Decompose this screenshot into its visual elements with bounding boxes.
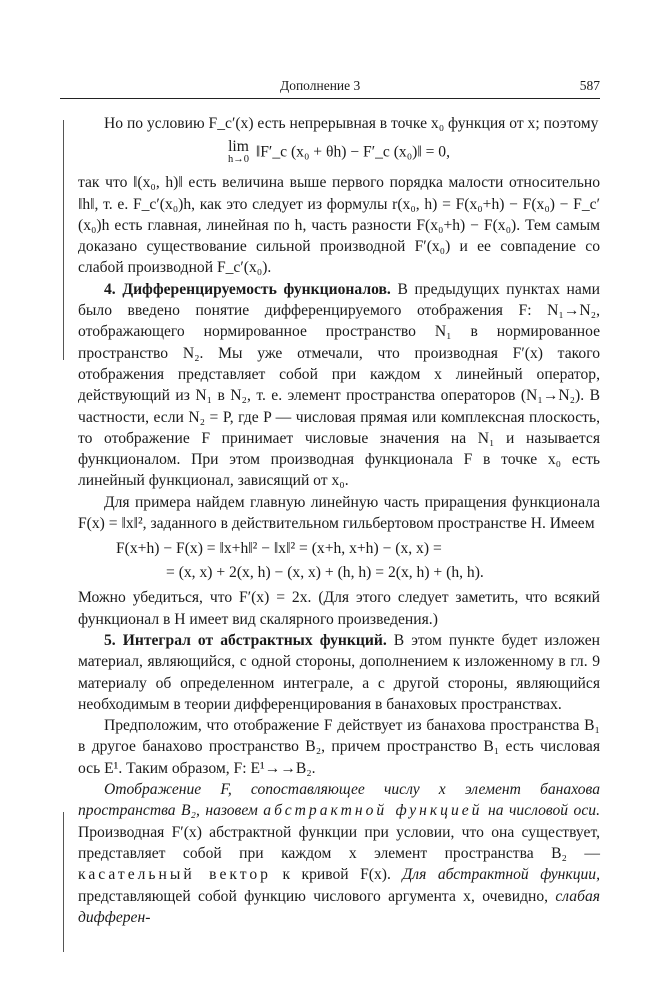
paragraph: [78, 779, 600, 928]
section-heading: 4. Дифференцируемость функционалов.: [104, 280, 391, 298]
margin-mark: [63, 120, 64, 360]
lim-subscript: h→0: [227, 154, 249, 166]
text: Производная F′(x) абстрактной функции при условии, что она существует, представляет собой при каждом x элемент пространства B₂ —: [78, 823, 600, 862]
italic-text: слабая дифферен-: [78, 887, 600, 926]
equation-line-2: = (x, x) + 2(x, h) − (x, x) + (h, h) = 2(x, h) + (h, h).: [166, 564, 484, 582]
text: к кривой F(x).: [282, 866, 391, 884]
text: представляющей собой функцию числового аргумента x, очевидно,: [78, 887, 549, 905]
formula-body: ‖F′_c (x₀ + θh) − F′_c (x₀)‖ = 0,: [255, 143, 451, 161]
section-5: [78, 630, 600, 715]
lim-label: lim: [228, 138, 249, 156]
display-equation: [78, 537, 600, 585]
section-4: [78, 279, 600, 492]
section-text: В этом пункте будет изложен материал, являющийся, с одной стороны, дополнением к изложенному в гл. 9 материалу об определенном интеграле, а с другой стороны, являющийся необходимым в теории дифференцирования в банаховых пространствах.: [78, 631, 600, 713]
italic-text: Отображение F, сопоставляющее числу x элемент банахова пространства B₂, назовем: [78, 781, 600, 820]
limit-operator: [228, 140, 249, 166]
paragraph: Предположим, что отображение F действует из банахова пространства B₁ в другое банахово пространство B₂, причем пространство B₁ есть числовая ось E¹. Таким образом, F: E¹→→B₂.: [78, 717, 600, 777]
spaced-term: абстрактной функцией: [263, 802, 483, 820]
section-text: В предыдущих пунктах нами было введено понятие дифференцируемого отображения F: N₁→N₂, отображающего нормированное пространство N₁ в нормированное пространство N₂. Мы уже отмечали, что производная F′(x) такого отображения представляет собой при каждом x линейный оператор, действующий из N₁ в N₂, т. е. элемент пространства операторов (N₁→N₂). В частности, если N₂ = P, где P — числовая прямая или комплексная плоскость, то отображение F принимает числовые значения на N₁ и называется функционалом. При этом производная функционала F в точке x₀ есть линейный функционал, зависящий от x₀.: [78, 280, 600, 490]
margin-mark: [63, 812, 64, 952]
paragraph: Для примера найдем главную линейную часть приращения функционала F(x) = ‖x‖², заданного в действительном гильбертовом пространстве H. Имеем: [78, 493, 600, 533]
italic-text: на числовой оси.: [487, 802, 600, 820]
equation-line-1: F(x+h) − F(x) = ‖x+h‖² − ‖x‖² = (x+h, x+h) − (x, x) =: [116, 540, 442, 558]
paragraph: Но по условию F_c′(x) есть непрерывная в точке x₀ функция от x; поэтому: [104, 115, 599, 132]
paragraph: так что ‖(x₀, h)‖ есть величина выше первого порядка малости относительно ‖h‖, т. е. F_c′(x₀)h, как это следует из формулы r(x₀, h) = F(x₀+h) − F(x₀) − F_c′(x₀)h есть главная, линейная по h, часть разности F(x₀+h) − F(x₀). Тем самым доказано существование сильной производной F′(x₀) и ее совпадение со слабой производной F_c′(x₀).: [78, 174, 600, 277]
page-body: [78, 113, 600, 928]
section-heading: 5. Интеграл от абстрактных функций.: [104, 631, 387, 649]
italic-text: Для абстрактной функции,: [402, 866, 601, 884]
page-number: 587: [579, 78, 600, 93]
limit-formula: [78, 140, 600, 166]
header-title: Дополнение 3: [280, 78, 361, 93]
running-header: [60, 78, 600, 99]
paragraph: Можно убедиться, что F′(x) = 2x. (Для этого следует заметить, что всякий функционал в H имеет вид скалярного произведения.): [78, 589, 600, 628]
spaced-term: касательный вектор: [78, 866, 271, 884]
